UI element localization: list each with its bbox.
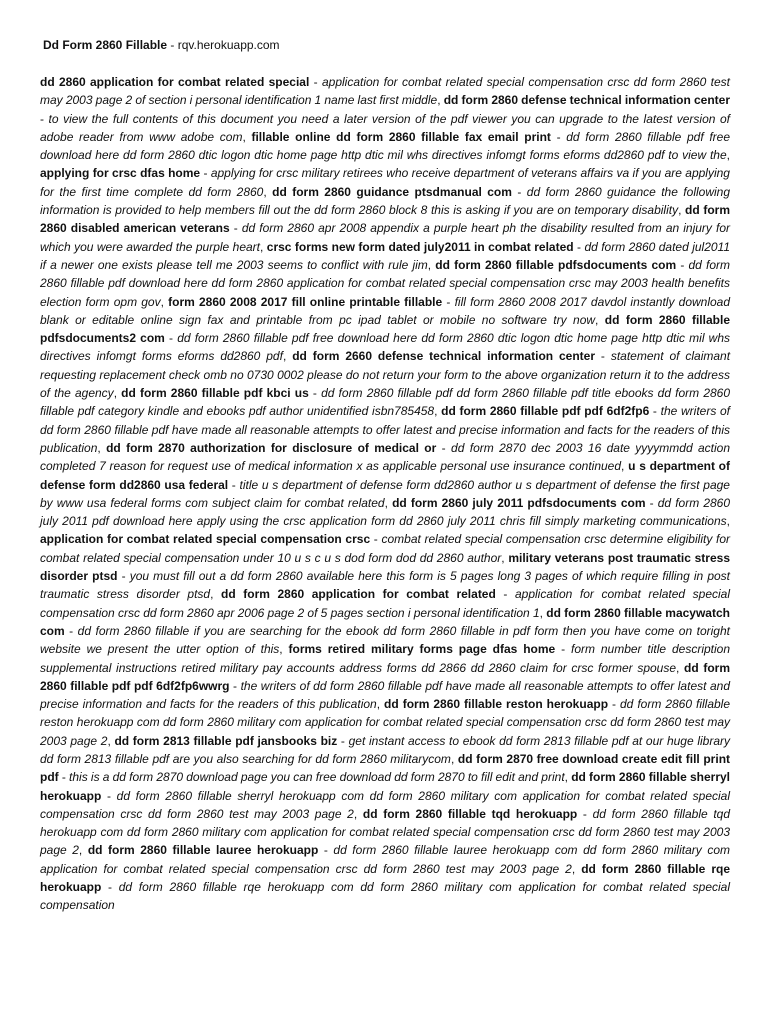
entry-title: dd form 2860 fillable rqe herokuapp <box>40 861 730 895</box>
entry-title: dd form 2860 disabled american veterans <box>40 203 730 236</box>
entry-description: dd form 2860 fillable tqd herokuapp com dd form 2860 military com application for combat related special compensation crsc dd form 2860 test may 2003 page 2 <box>40 806 731 858</box>
entry-description: dd form 2860 fillable sherryl herokuapp com dd form 2860 military com application for combat related special compensation crsc dd form 2860 test may 2003 page 2 <box>40 788 731 821</box>
entry-title: dd form 2860 fillable pdfsdocuments com <box>435 257 677 272</box>
entry-title: dd form 2860 fillable tqd herokuapp <box>362 806 578 821</box>
entry-title: fillable online dd form 2860 fillable fax email print <box>251 129 551 144</box>
page-header <box>43 36 730 54</box>
entry-title: application for combat related special compensation crsc <box>40 532 371 547</box>
entry-title: applying for crsc dfas home <box>40 166 201 181</box>
entry-description: dd form 2860 apr 2008 appendix a purple heart ph the disability resulted from an injury for which you were awarded the purple heart <box>40 221 730 254</box>
entry-title: dd form 2860 fillable reston herokuapp <box>384 697 609 712</box>
entry-title: crsc forms new form dated july2011 in combat related <box>266 239 574 254</box>
entry-title: dd form 2860 application for combat related <box>221 587 496 602</box>
entry-description: form number title description supplemental instructions retired military pay accounts address forms dd 2866 dd 2860 claim for crsc former spouse <box>40 642 731 675</box>
entry-title: dd form 2860 fillable pdf pdf 6df2fp6 <box>441 404 650 419</box>
entry-title: dd form 2860 fillable pdfsdocuments2 com <box>40 312 730 346</box>
entry-description: dd form 2860 fillable pdf free download here dd form 2860 dtic logon dtic home page http dtic mil whs directives infomgt forms eforms dd2860 pdf to view the <box>40 129 731 163</box>
entry-description: combat related special compensation crsc determine eligibility for combat related special compensation under 10 u s c u s dod form dod dd 2860 author <box>40 532 730 565</box>
entry-description: application for combat related special compensation crsc dd form 2860 test may 2003 page 2 of section i personal identification 1 name last first middle <box>40 75 731 108</box>
search-results-paragraph: dd 2860 application for combat related special - application for combat related special compensation crsc dd form 2860 test may 2003 page 2 of section i personal identification 1 name last first middle, dd form 2860 defense technical information center - to view the full contents of this document you need a later version of the pdf viewer you can upgrade to the latest version of adobe reader from www adobe com, fillable online dd form 2860 fillable fax email print - dd form 2860 fillable pdf free download here dd form 2860 dtic logon dtic home page http dtic mil whs directives infomgt forms eforms dd2860 pdf to view the, applying for crsc dfas home - applying for crsc military retirees who receive department of veterans affairs va if you are applying for the first time complete dd form 2860, dd form 2860 guidance ptsdmanual com - dd form 2860 guidance the following information is provided to help members fill out the dd form 2860 block 8 this is asking if you are on temporary disability, dd form 2860 disabled american veterans - dd form 2860 apr 2008 appendix a purple heart ph the disability resulted from an injury for which you were awarded the purple heart, crsc forms new form dated july2011 in combat related - dd form 2860 dated jul2011 if a newer one exists please tell me 2003 seems to conflict with rule jim, dd form 2860 fillable pdfsdocuments com - dd form 2860 fillable pdf download here dd form 2860 application for combat related special compensation crsc may 2003 health benefits election form opm gov, form 2860 2008 2017 fill online printable fillable - fill form 2860 2008 2017 davdol instantly download blank or editable online sign fax and printable from pc ipad tablet or mobile no software try now, dd form 2860 fillable pdfsdocuments2 com - dd form 2860 fillable pdf free download here dd form 2860 dtic logon dtic home page http dtic mil whs directives infomgt forms eforms dd2860 pdf, dd form 2660 defense technical information center - statement of claimant requesting replacement check omb no 0730 0002 please do not return your form to the above organization return it to the address of the agency, dd form 2860 fillable pdf kbci us - dd form 2860 fillable pdf dd form 2860 fillable pdf title ebooks dd form 2860 fillable pdf category kindle and ebooks pdf author unidentified isbn785458, dd form 2860 fillable pdf pdf 6df2fp6 - the writers of dd form 2860 fillable pdf have made all reasonable attempts to offer latest and precise information and facts for the readers of this publication, dd form 2870 authorization for disclosure of medical or - dd form 2870 dec 2003 16 date yyyymmdd action completed 7 reason for request use of medical information x as applicable personal use insurance continued, u s department of defense form dd2860 usa federal - title u s department of defense form dd2860 author u s department of defense the first page by www usa federal forms com subject claim for combat related, dd form 2860 july 2011 pdfsdocuments com - dd form 2860 july 2011 pdf download here apply using the crsc application form dd 2860 july 2011 chris fill simply marketing communications, application for combat related special compensation crsc - combat related special compensation crsc determine eligibility for combat related special compensation under 10 u s c u s dod form dod dd 2860 author, military veterans post traumatic stress disorder ptsd - you must fill out a dd form 2860 available here this form is 5 pages long 3 pages of which require filling in post traumatic stress disorder ptsd, dd form 2860 application for combat related - application for combat related special compensation crsc dd form 2860 apr 2006 page 2 of 5 pages section i personal identification 1, dd form 2860 fillable macywatch com - dd form 2860 fillable if you are searching for the ebook dd form 2860 fillable in pdf form then you have come on toright website we present the utter option of this, forms retired military forms page dfas home - form number title description supplemental instructions retired military pay accounts address forms dd 2866 dd 2860 claim for crsc former spouse, dd form 2860 fillable pdf pdf 6df2fp6wwrg - the writers of dd form 2860 fillable pdf have made all reasonable attempts to offer latest and precise information and facts for the readers of this publication, dd form 2860 fillable reston herokuapp - dd form 2860 fillable reston herokuapp com dd form 2860 military com application for combat related special compensation crsc dd form 2860 test may 2003 page 2, dd form 2813 fillable pdf jansbooks biz - get instant access to ebook dd form 2813 fillable pdf at our huge library dd form 2813 fillable pdf are you also searching for dd form 2860 militarycom, dd form 2870 free download create edit fill print pdf - this is a dd form 2870 download page you can free download dd form 2870 to fill edit and print, dd form 2860 fillable sherryl herokuapp - dd form 2860 fillable sherryl herokuapp com dd form 2860 military com application for combat related special compensation crsc dd form 2860 test may 2003 page 2, dd form 2860 fillable tqd herokuapp - dd form 2860 fillable tqd herokuapp com dd form 2860 military com application for combat related special compensation crsc dd form 2860 test may 2003 page 2, dd form 2860 fillable lauree herokuapp - dd form 2860 fillable lauree herokuapp com dd form 2860 military com application for combat related special compensation crsc dd form 2860 test may 2003 page 2, dd form 2860 fillable rqe herokuapp - dd form 2860 fillable rqe herokuapp com dd form 2860 military com application for combat related special compensation <box>40 75 731 913</box>
entry-description: dd form 2860 fillable lauree herokuapp com dd form 2860 military com application for combat related special compensation crsc dd form 2860 test may 2003 page 2 <box>40 843 730 876</box>
site-name: rqv.herokuapp.com <box>177 38 280 52</box>
entry-description: you must fill out a dd form 2860 available here this form is 5 pages long 3 pages of which require filling in post traumatic stress disorder ptsd <box>40 569 730 602</box>
entry-description: dd form 2870 dec 2003 16 date yyyymmdd action completed 7 reason for request use of medical information x as applicable personal use insurance continued <box>40 440 731 474</box>
entry-description: dd form 2860 dated jul2011 if a newer one exists please tell me 2003 seems to conflict with rule jim <box>40 239 731 272</box>
entry-title: dd form 2660 defense technical information center <box>292 349 596 364</box>
entry-title: dd form 2813 fillable pdf jansbooks biz <box>114 733 338 748</box>
entry-title: dd 2860 application for combat related special <box>40 75 310 89</box>
entry-title: dd form 2870 free download create edit fill print pdf <box>40 751 731 785</box>
entry-title: dd form 2860 fillable sherryl herokuapp <box>40 770 731 803</box>
entry-title: dd form 2860 defense technical information center <box>443 93 730 108</box>
entry-title: dd form 2860 fillable macywatch com <box>40 605 730 638</box>
entry-description: dd form 2860 fillable pdf dd form 2860 fillable pdf title ebooks dd form 2860 fillable pdf category kindle and ebooks pdf author unidentified isbn785458 <box>40 386 731 419</box>
entry-description: this is a dd form 2870 download page you can free download dd form 2870 to fill edit and print <box>69 770 565 785</box>
entry-description: dd form 2860 guidance the following information is provided to help members fill out the dd form 2860 block 8 this is asking if you are on temporary disability <box>40 184 731 218</box>
entry-title: form 2860 2008 2017 fill online printable fillable <box>168 294 443 309</box>
entry-description: the writers of dd form 2860 fillable pdf have made all reasonable attempts to offer latest and precise information and facts for the readers of this publication <box>40 678 731 712</box>
entry-title: dd form 2860 fillable pdf pdf 6df2fp6wwrg <box>40 660 731 693</box>
entry-description: the writers of dd form 2860 fillable pdf have made all reasonable attempts to offer latest and precise information and facts for the readers of this publication <box>40 404 731 455</box>
entry-description: fill form 2860 2008 2017 davdol instantly download blank or editable online sign fax and printable from pc ipad tablet or mobile no software try now <box>40 294 731 327</box>
entry-description: dd form 2860 july 2011 pdf download here apply using the crsc application form dd 2860 july 2011 chris fill simply marketing communications <box>40 495 731 529</box>
entry-description: dd form 2860 fillable reston herokuapp com dd form 2860 military com application for combat related special compensation crsc dd form 2860 test may 2003 page 2 <box>40 697 731 748</box>
entry-description: statement of claimant requesting replacement check omb no 0730 0002 please do not return your form to the above organization return it to the address of the agency <box>40 349 731 401</box>
entry-title: forms retired military forms page dfas home <box>288 642 556 657</box>
entry-description: dd form 2860 fillable pdf free download here dd form 2860 dtic logon dtic home page http dtic mil whs directives infomgt forms eforms dd2860 pdf <box>40 331 731 364</box>
entry-title: dd form 2860 july 2011 pdfsdocuments com <box>392 495 646 510</box>
entry-description: to view the full contents of this document you need a later version of the pdf viewer you can upgrade to the latest version of adobe reader from www adobe com <box>40 111 730 144</box>
entry-title: dd form 2860 guidance ptsdmanual com <box>272 184 512 199</box>
entry-description: dd form 2860 fillable rqe herokuapp com dd form 2860 military com application for combat related special compensation <box>40 880 730 913</box>
entry-title: military veterans post traumatic stress disorder ptsd <box>40 550 730 584</box>
entry-description: get instant access to ebook dd form 2813 fillable pdf at our huge library dd form 2813 fillable pdf are you also searching for dd form 2860 militarycom <box>40 733 731 766</box>
entry-description: dd form 2860 fillable pdf download here dd form 2860 application for combat related special compensation crsc may 2003 health benefits election form opm gov <box>40 257 731 309</box>
entry-description: title u s department of defense form dd2860 author u s department of defense the first page by www usa federal forms com subject claim for combat related <box>40 477 730 510</box>
entry-description: dd form 2860 fillable if you are searching for the ebook dd form 2860 fillable in pdf form then you have come on toright website we present the utter option of this <box>40 623 730 657</box>
entry-title: dd form 2860 fillable pdf kbci us <box>121 386 309 401</box>
page-title: Dd Form 2860 Fillable <box>43 38 168 52</box>
entry-title: dd form 2870 authorization for disclosure of medical or <box>106 440 437 455</box>
entry-description: applying for crsc military retirees who receive department of veterans affairs va if you are applying for the first time complete dd form 2860 <box>40 166 730 199</box>
header-separator: - <box>167 38 178 52</box>
entry-title: u s department of defense form dd2860 usa federal <box>40 459 731 492</box>
entry-description: application for combat related special compensation crsc dd form 2860 apr 2006 page 2 of 5 pages section i personal identification 1 <box>40 587 731 620</box>
entry-title: dd form 2860 fillable lauree herokuapp <box>87 843 319 858</box>
